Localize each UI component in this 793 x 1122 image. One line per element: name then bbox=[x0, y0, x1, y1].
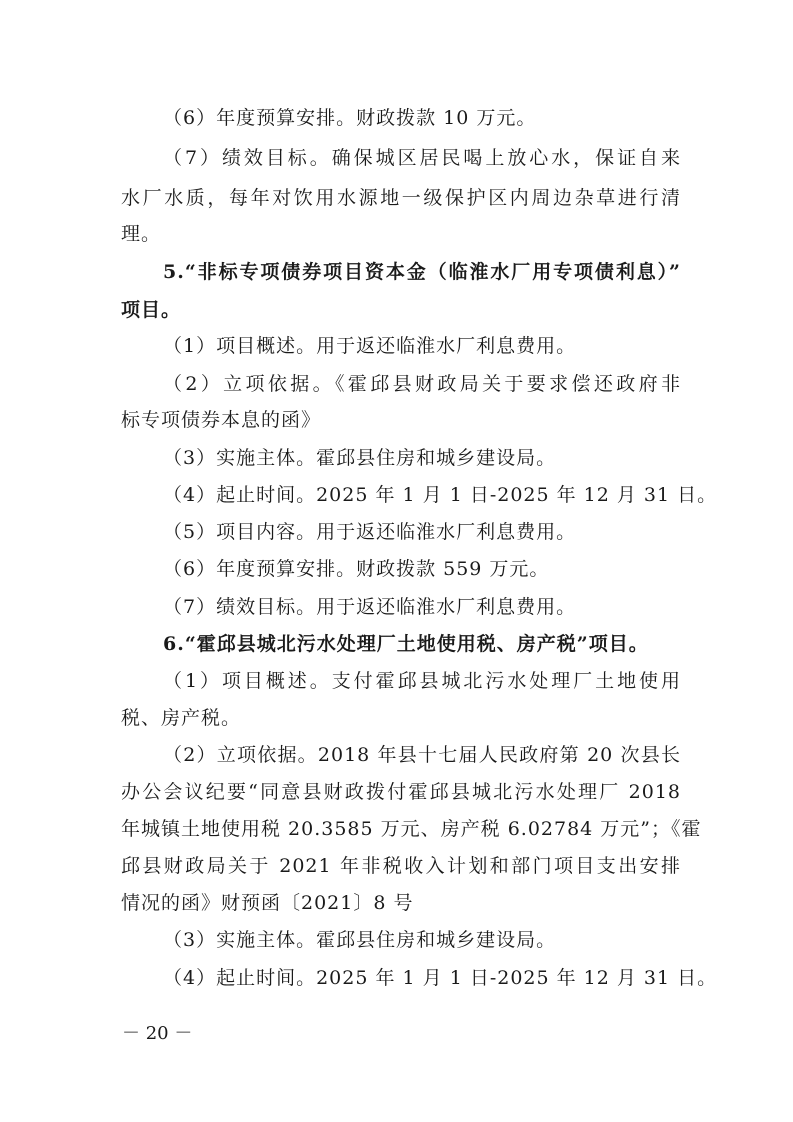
text-line: 邱县财政局关于 2021 年非税收入计划和部门项目支出安排 bbox=[121, 855, 681, 877]
text-line: 标专项债券本息的函》 bbox=[121, 409, 322, 431]
text-line: （3）实施主体。霍邱县住房和城乡建设局。 bbox=[163, 929, 557, 951]
section-heading: 5.“非标专项债券项目资本金（临淮水厂用专项债利息）” bbox=[163, 261, 681, 283]
text-line: 税、房产税。 bbox=[121, 707, 242, 729]
text-line: 水厂水质，每年对饮用水源地一级保护区内周边杂草进行清 bbox=[121, 187, 681, 209]
text-line: 理。 bbox=[121, 223, 162, 245]
text-line: （2）立项依据。《霍邱县财政局关于要求偿还政府非 bbox=[163, 373, 681, 395]
text-line: （2）立项依据。2018 年县十七届人民政府第 20 次县长 bbox=[163, 744, 681, 766]
text-line: （4）起止时间。2025 年 1 月 1 日-2025 年 12 月 31 日。 bbox=[163, 484, 718, 506]
text-line: （1）项目概述。用于返还临淮水厂利息费用。 bbox=[163, 335, 577, 357]
text-line: （6）年度预算安排。财政拨款 10 万元。 bbox=[163, 107, 537, 129]
text-line: （4）起止时间。2025 年 1 月 1 日-2025 年 12 月 31 日。 bbox=[163, 967, 718, 989]
section-heading-cont: 项目。 bbox=[121, 299, 182, 321]
text-line: （3）实施主体。霍邱县住房和城乡建设局。 bbox=[163, 447, 557, 469]
section-heading: 6.“霍邱县城北污水处理厂土地使用税、房产税”项目。 bbox=[163, 633, 649, 655]
text-line: 办公会议纪要“同意县财政拨付霍邱县城北污水处理厂 2018 bbox=[121, 781, 681, 803]
text-line: （7）绩效目标。确保城区居民喝上放心水，保证自来 bbox=[163, 147, 681, 169]
page-number: － 20 － bbox=[122, 1023, 193, 1044]
text-line: （1）项目概述。支付霍邱县城北污水处理厂土地使用 bbox=[163, 670, 681, 692]
text-line: （7）绩效目标。用于返还临淮水厂利息费用。 bbox=[163, 596, 577, 618]
text-line: （5）项目内容。用于返还临淮水厂利息费用。 bbox=[163, 521, 577, 543]
text-line: 情况的函》财预函〔2021〕8 号 bbox=[121, 892, 414, 914]
text-line: 年城镇土地使用税 20.3585 万元、房产税 6.02784 万元”；《霍 bbox=[121, 818, 702, 840]
text-line: （6）年度预算安排。财政拨款 559 万元。 bbox=[163, 558, 550, 580]
